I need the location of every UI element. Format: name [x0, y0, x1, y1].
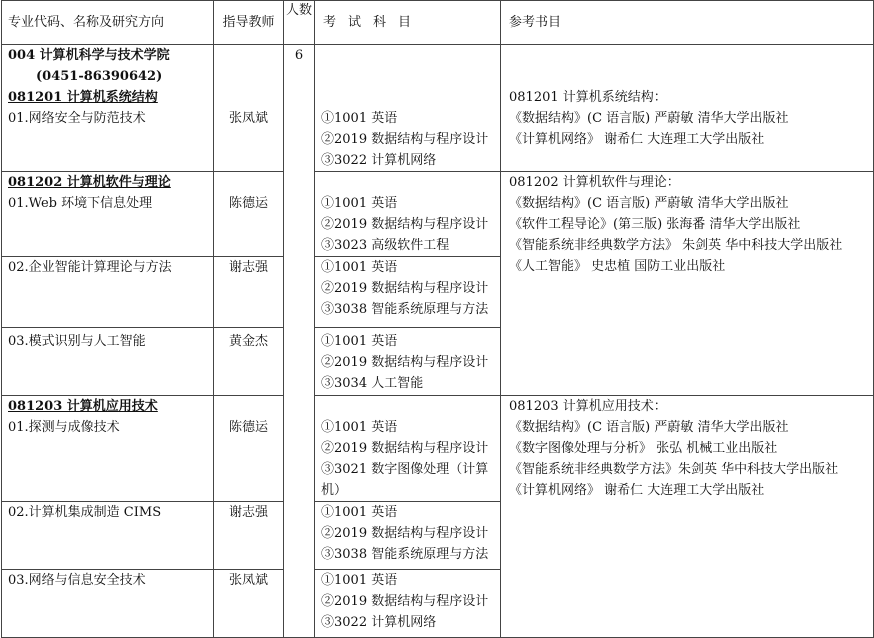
direction-cell: [2, 502, 214, 570]
reference-item: 《数字图像处理与分析》 张弘 机械工业出版社: [509, 441, 778, 456]
admission-catalog-table: [1, 0, 874, 638]
reference-item: 081203 计算机应用技术：: [509, 399, 667, 414]
teacher-name: 陈德运: [228, 420, 268, 435]
subjects-cell: [315, 257, 501, 328]
header-major: 专业代码、名称及研究方向: [2, 1, 214, 45]
direction-cell: [2, 257, 214, 328]
teacher-name: 黄金杰: [228, 334, 268, 349]
subjects-cell: [315, 396, 501, 502]
subject-item: ①1001 英语: [321, 334, 398, 349]
header-count: 人数: [284, 1, 315, 45]
direction-cell: [2, 328, 214, 396]
major-row-081201: [2, 45, 874, 172]
subject-item: ①1001 英语: [321, 111, 398, 126]
teacher-name: 陈德运: [228, 196, 268, 211]
subject-item: ③3022 计算机网络: [321, 615, 437, 630]
teacher-cell: [214, 172, 284, 257]
college-phone: (0451-86390642): [36, 69, 163, 84]
teacher-cell: [214, 502, 284, 570]
major-title: 081201 计算机系统结构: [8, 90, 158, 105]
references-cell-081203: [501, 396, 874, 638]
reference-item: 《数据结构》(C 语言版) 严蔚敏 清华大学出版社: [509, 196, 789, 211]
subject-item: ①1001 英语: [321, 505, 398, 520]
major-cell-081203: [2, 396, 214, 502]
teacher-name: 谢志强: [228, 505, 268, 520]
subject-item: ②2019 数据结构与程序设计: [321, 132, 489, 147]
subject-item: ③3021 数字图像处理（计算机）: [321, 462, 489, 498]
subjects-cell: [315, 45, 501, 172]
subjects-cell: [315, 502, 501, 570]
teacher-cell: [214, 396, 284, 502]
reference-item: 081202 计算机软件与理论：: [509, 175, 680, 190]
research-direction: 03.模式识别与人工智能: [8, 334, 146, 349]
subjects-cell: [315, 570, 501, 638]
references-cell-081202: [501, 172, 874, 396]
subjects-cell: [315, 328, 501, 396]
subject-item: ②2019 数据结构与程序设计: [321, 355, 489, 370]
college-name: 004 计算机科学与技术学院: [8, 48, 170, 63]
subject-item: ①1001 英语: [321, 420, 398, 435]
major-row-081202-1: [2, 172, 874, 257]
subject-item: ③3038 智能系统原理与方法: [321, 547, 489, 562]
header-subjects: 考试科目: [315, 1, 501, 45]
subject-item: ③3022 计算机网络: [321, 153, 437, 168]
subject-item: ①1001 英语: [321, 260, 398, 275]
major-title: 081202 计算机软件与理论: [8, 175, 171, 190]
subject-item: ②2019 数据结构与程序设计: [321, 441, 489, 456]
research-direction: 02.计算机集成制造 CIMS: [8, 505, 162, 520]
teacher-name: 张凤斌: [228, 111, 268, 126]
major-cell-081201: [2, 45, 214, 172]
subject-item: ②2019 数据结构与程序设计: [321, 217, 489, 232]
subject-item: ③3023 高级软件工程: [321, 238, 450, 253]
teacher-name: 张凤斌: [228, 573, 268, 588]
references-cell-081201: [501, 45, 874, 172]
teacher-cell: [214, 570, 284, 638]
subjects-cell: [315, 172, 501, 257]
major-cell-081202: [2, 172, 214, 257]
header-teacher: 指导教师: [214, 1, 284, 45]
reference-item: 《计算机网络》 谢希仁 大连理工大学出版社: [509, 483, 765, 498]
reference-item: 《数据结构》(C 语言版) 严蔚敏 清华大学出版社: [509, 111, 789, 126]
research-direction: 01.网络安全与防范技术: [8, 111, 146, 126]
reference-item: 《数据结构》(C 语言版) 严蔚敏 清华大学出版社: [509, 420, 789, 435]
subject-item: ②2019 数据结构与程序设计: [321, 526, 489, 541]
enrollment-count: 6: [294, 48, 304, 63]
major-row-081203-1: [2, 396, 874, 502]
teacher-name: 谢志强: [228, 260, 268, 275]
teacher-cell: [214, 328, 284, 396]
count-cell: [284, 45, 315, 638]
subject-item: ②2019 数据结构与程序设计: [321, 594, 489, 609]
research-direction: 03.网络与信息安全技术: [8, 573, 146, 588]
major-title: 081203 计算机应用技术: [8, 399, 158, 414]
research-direction: 01.探测与成像技术: [8, 420, 120, 435]
subject-item: ①1001 英语: [321, 573, 398, 588]
reference-item: 《计算机网络》 谢希仁 大连理工大学出版社: [509, 132, 765, 147]
direction-cell: [2, 570, 214, 638]
reference-item: 081201 计算机系统结构：: [509, 90, 667, 105]
teacher-cell: [214, 45, 284, 172]
reference-item: 《人工智能》 史忠植 国防工业出版社: [509, 259, 726, 274]
header-row: [2, 1, 874, 45]
research-direction: 02.企业智能计算理论与方法: [8, 260, 172, 275]
subject-item: ③3038 智能系统原理与方法: [321, 302, 489, 317]
subject-item: ②2019 数据结构与程序设计: [321, 281, 489, 296]
reference-item: 《智能系统非经典数学方法》 朱剑英 华中科技大学出版社: [509, 238, 843, 253]
header-references: 参考书目: [501, 1, 874, 45]
reference-item: 《智能系统非经典数学方法》朱剑英 华中科技大学出版社: [509, 462, 839, 477]
reference-item: 《软件工程导论》(第三版) 张海番 清华大学出版社: [509, 217, 801, 232]
subject-item: ③3034 人工智能: [321, 376, 424, 391]
teacher-cell: [214, 257, 284, 328]
subject-item: ①1001 英语: [321, 196, 398, 211]
research-direction: 01.Web 环境下信息处理: [8, 196, 153, 211]
